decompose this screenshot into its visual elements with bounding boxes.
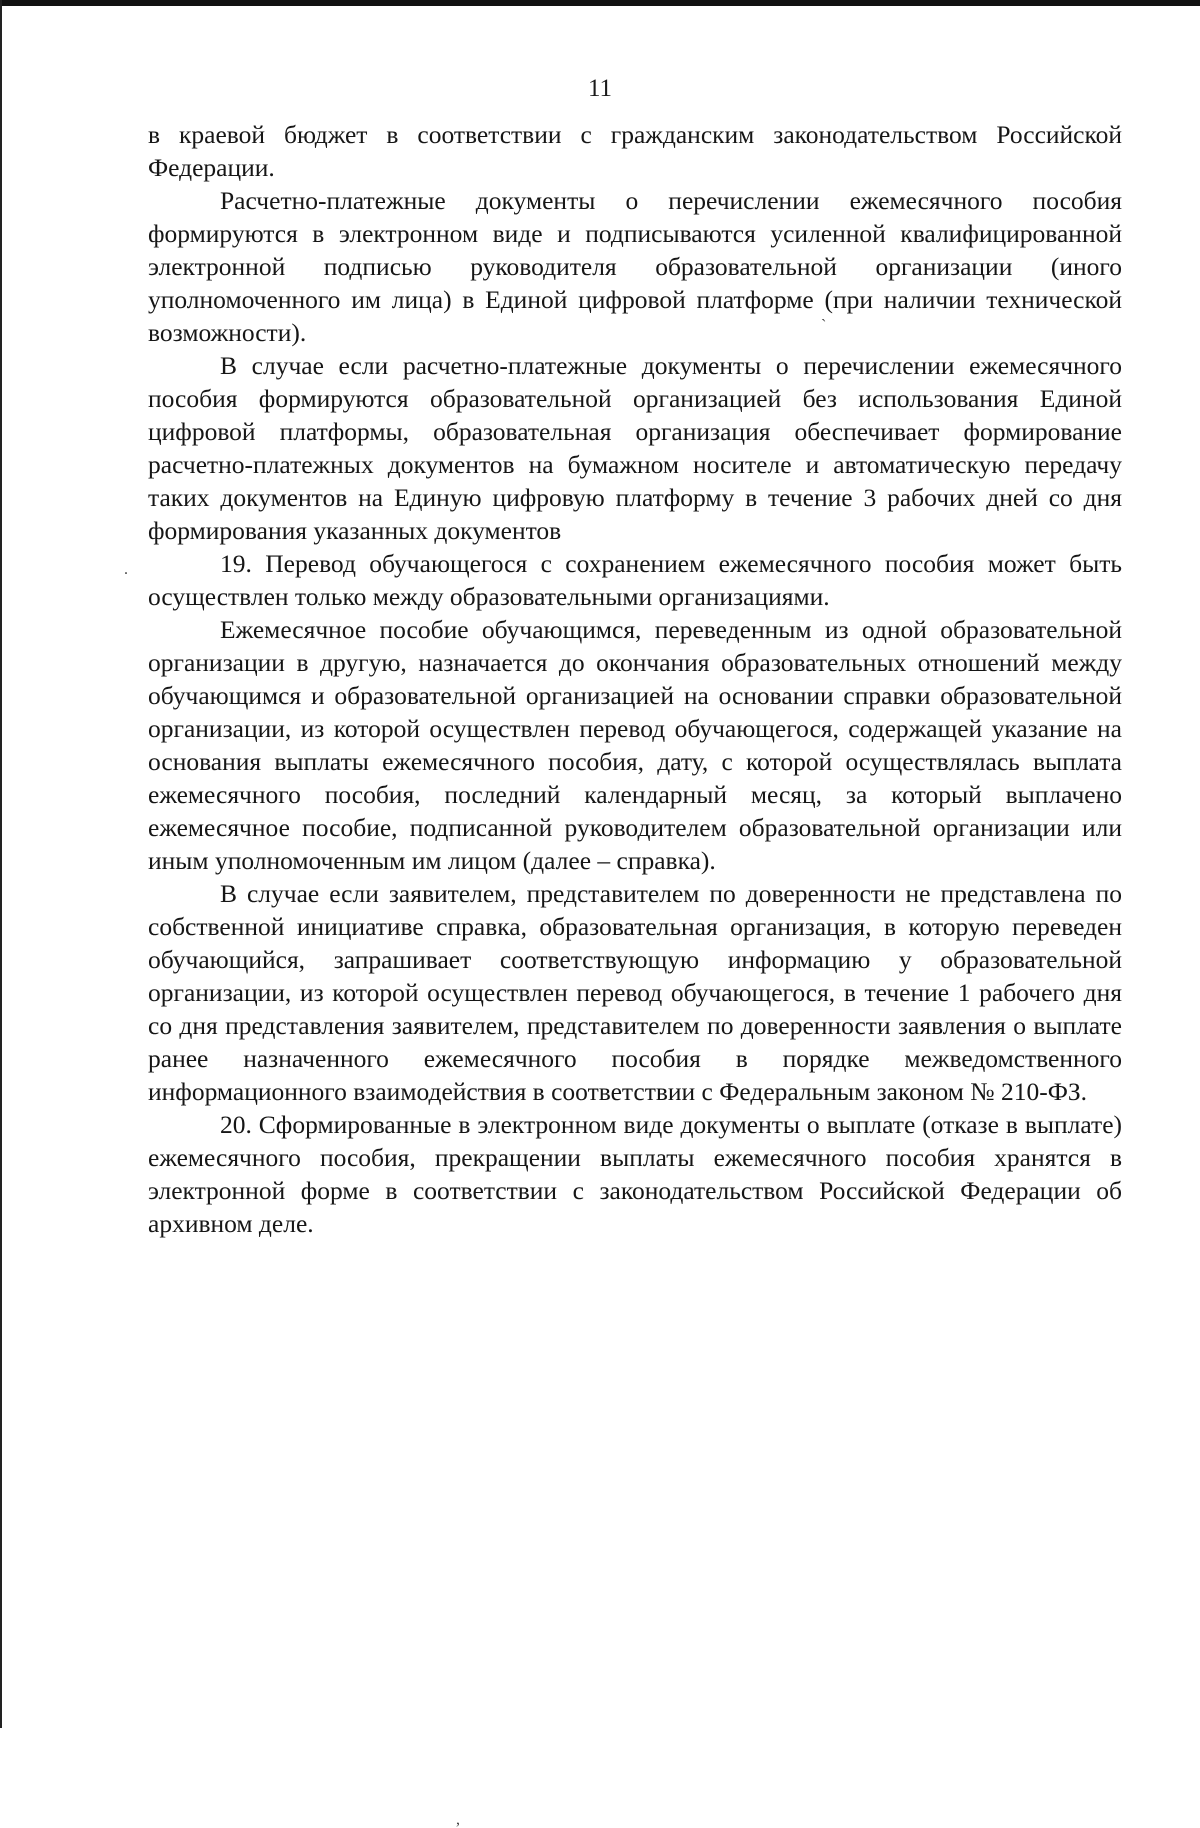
scan-speck: , — [456, 1811, 460, 1828]
paragraph-payment-documents: Расчетно-платежные документы о перечислении ежемесячного пособия формируются в электронном виде и подписываются усиленной квалифицированной электронной подписью руководителя образовательной организации (иного уполномоченного им лица) в Единой цифровой платформе (при наличии технической возможности). — [148, 186, 1122, 347]
paragraph-section-20: 20. Сформированные в электронном виде документы о выплате (отказе в выплате) ежемесячного пособия, прекращении выплаты ежемесячного пособия хранятся в электронной форме в соответствии с законодательством Российской Федерации об архивном деле. — [148, 1110, 1122, 1238]
scan-left-edge — [0, 0, 2, 1728]
document-body — [148, 118, 1122, 1240]
paragraph-continuation: в краевой бюджет в соответствии с гражданским законодательством Российской Федерации. — [148, 120, 1122, 182]
page-number: 11 — [587, 75, 613, 102]
paragraph-section-19: 19. Перевод обучающегося с сохранением ежемесячного пособия может быть осуществлен только между образовательными организациями. — [148, 549, 1122, 611]
scan-top-edge — [0, 0, 1200, 6]
paragraph-paper-documents: В случае если расчетно-платежные документы о перечислении ежемесячного пособия формируются образовательной организацией без использования Единой цифровой платформы, образовательная организация обеспечивает формирование расчетно-платежных документов на бумажном носителе и автоматическую передачу таких документов на Единую цифровую платформу в течение 3 рабочих дней со дня формирования указанных документов — [148, 351, 1122, 545]
paragraph-transfer-allowance: Ежемесячное пособие обучающимся, переведенным из одной образовательной организации в другую, назначается до окончания образовательных отношений между обучающимся и образовательной организацией на основании справки образовательной организации, из которой осуществлен перевод обучающегося, содержащей указание на основания выплаты ежемесячного пособия, дату, с которой осуществлялась выплата ежемесячного пособия, последний календарный месяц, за который выплачено ежемесячное пособие, подписанной руководителем образовательной организации или иным уполномоченным им лицом (далее – справка). — [148, 615, 1122, 875]
scan-speck: ˋ — [821, 317, 827, 334]
scan-speck: . — [124, 561, 128, 578]
paragraph-interdepartmental-request: В случае если заявителем, представителем по доверенности не представлена по собственной инициативе справка, образовательная организация, в которую переведен обучающийся, запрашивает соответствующую информацию у образовательной организации, из которой осуществлен перевод обучающегося, в течение 1 рабочего дня со дня представления заявителем, представителем по доверенности заявления о выплате ранее назначенного ежемесячного пособия в порядке межведомственного информационного взаимодействия в соответствии с Федеральным законом № 210-ФЗ. — [148, 879, 1122, 1106]
